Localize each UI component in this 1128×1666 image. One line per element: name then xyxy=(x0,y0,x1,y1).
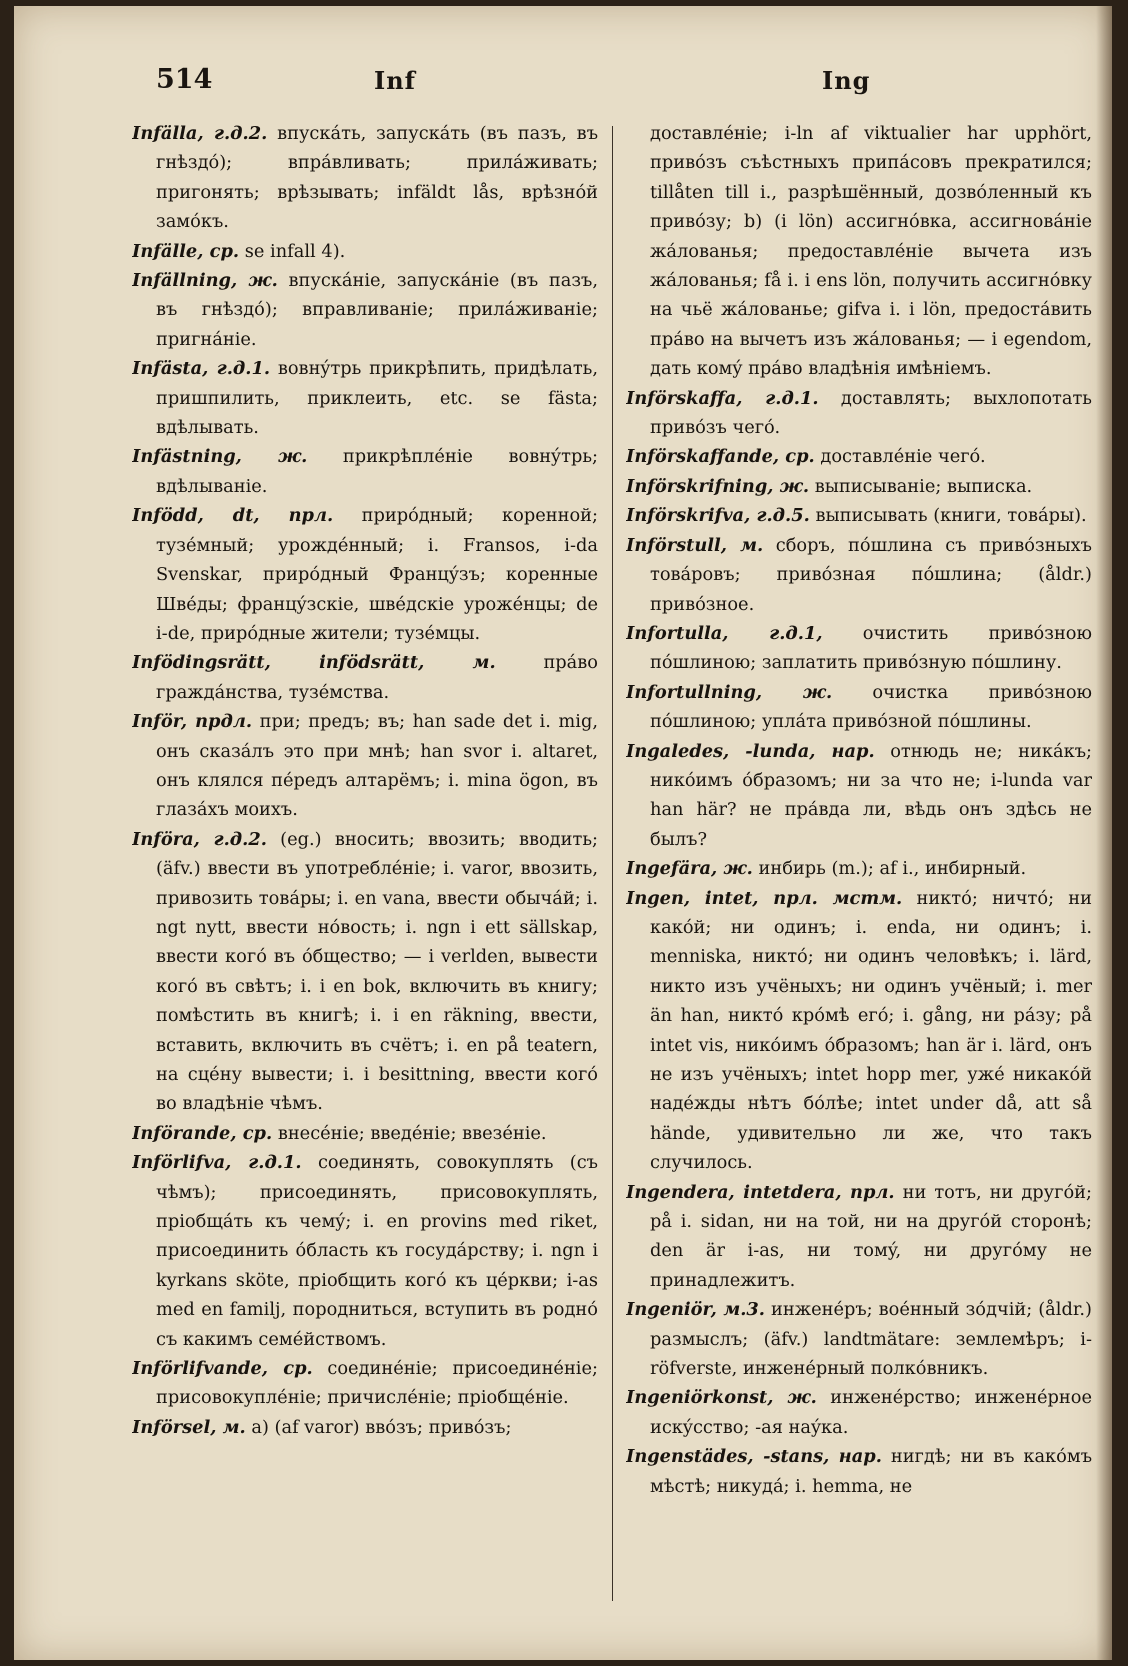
dictionary-entry xyxy=(626,442,1092,471)
entry-headword: Infästa, г.д.1. xyxy=(132,358,271,380)
entry-headword: Införlifvande, ср. xyxy=(132,1358,313,1380)
entry-definition: при; предъ; въ; han sade det i. mig, онъ сказáлъ это при мнѣ; han svor i. altaret, онъ клялся пéредъ алтарёмъ; i. mina ögon, въ глазáхъ моихъ. xyxy=(156,711,598,821)
left-running-head: Inf xyxy=(374,66,416,95)
entry-definition: вовнýтрь прикрѣпить, придѣлать, пришпилить, приклеить, etc. se fästa; вдѣлывать. xyxy=(156,358,598,439)
dictionary-entry xyxy=(626,737,1092,855)
dictionary-entry xyxy=(132,1354,598,1413)
right-column xyxy=(626,119,1092,1599)
entry-definition: (eg.) вносить; ввозить; вводить; (äfv.) ввести въ употреблéніе; i. varor, ввозить, привозить товáры; i. en vana, ввести обычáй; i. ngt nytt, ввести нóвость; i. ngn i ett sällskap, ввести когó въ óбщество; — i verlden, вывести когó въ свѣтъ; i. i en bok, включить въ книгу; помѣстить въ книгѣ; i. i en räkning, ввести, вставить, включить въ счётъ; i. en på teatern, на сцéну вывести; i. i besittning, ввести когó во владѣніе чѣмъ. xyxy=(156,828,598,1115)
entry-definition: соединéніе; присоединéніе; присовокуплéніе; причислéніе; пріобщéніе. xyxy=(156,1358,598,1409)
dictionary-entry xyxy=(132,825,598,1119)
dictionary-entry xyxy=(132,1148,598,1354)
entry-headword: Införande, ср. xyxy=(132,1122,273,1144)
entry-headword: Införstull, м. xyxy=(626,534,764,556)
entry-definition: прáво граждáнства, тузéмства. xyxy=(156,652,598,703)
entry-definition: внесéніе; введéніе; ввезéніе. xyxy=(277,1122,547,1144)
dictionary-entry xyxy=(132,1119,598,1148)
dictionary-entry xyxy=(626,119,1092,384)
dictionary-entry xyxy=(132,442,598,501)
entry-definition: сборъ, пóшлина съ привóзныхъ товáровъ; привóзная пóшлина; (åldr.) привóзное. xyxy=(650,534,1092,615)
entry-headword: Infälle, ср. xyxy=(132,240,240,262)
entry-headword: Ingen, intet, прл. мстм. xyxy=(626,887,903,909)
page-header xyxy=(14,64,1112,104)
entry-headword: Införlifva, г.д.1. xyxy=(132,1152,302,1174)
entry-headword: Införskrifning, ж. xyxy=(626,475,810,497)
entry-definition: впускáть, запускáть (въ пазъ, въ гнѣздó); впрáвливать; прилáживать; пригонять; врѣзывать; infäldt lås, врѣзнóй замóкъ. xyxy=(156,123,598,233)
entry-headword: Ingefära, ж. xyxy=(626,858,753,880)
entry-definition: доставлéніе; i-ln af viktualier har upphört, привóзъ съѣстныхъ припáсовъ прекратился; tillåten till i., разрѣшённый, дозвóленный къ привóзу; b) (i lön) ассигнóвка, ассигновáніе жáлованья; предоставлéніе вычета изъ жáлованья; få i. i ens lön, получить ассигнóвку на чьё жáлованье; gifva i. i lön, предостáвить прáво на вычетъ изъ жáлованья; — i egendom, дать комý прáво владѣнія имѣніемъ. xyxy=(650,123,1092,380)
entry-definition: очистка привóзною пóшлиною; уплáта привóзной пóшлины. xyxy=(650,681,1092,733)
entry-headword: Infödd, dt, прл. xyxy=(132,505,334,527)
entry-definition: отнюдь не; никáкъ; никóимъ óбразомъ; ни за что не; i-lunda var han här? не прáвда ли, вѣдь онъ здѣсь не былъ? xyxy=(650,740,1092,850)
dictionary-entry xyxy=(132,237,598,266)
entry-definition: выписываніе; выписка. xyxy=(814,475,1033,497)
entry-definition: выписывать (книги, товáры). xyxy=(815,505,1087,527)
entry-headword: Införa, г.д.2. xyxy=(132,828,267,850)
entry-headword: Infästning, ж. xyxy=(132,446,308,468)
dictionary-entry xyxy=(626,619,1092,678)
dictionary-entry xyxy=(626,1178,1092,1296)
page-number: 514 xyxy=(156,64,213,95)
entry-headword: Ingenstädes, -stans, нар. xyxy=(626,1446,882,1468)
entry-definition: ни тотъ, ни другóй; på i. sidan, ни на той, ни на другóй сторонѣ; den är i-as, ни томý, ни другóму не принадлежитъ. xyxy=(650,1181,1092,1291)
entry-definition: впускáніе, запускáніе (въ пазъ, въ гнѣздó); вправливаніе; прилáживаніе; пригнáніе. xyxy=(156,270,598,350)
dictionary-entry xyxy=(626,884,1092,1178)
dictionary-entry xyxy=(626,678,1092,737)
entry-headword: Inför, прдл. xyxy=(132,711,253,733)
entry-headword: Införskaffande, ср. xyxy=(626,446,815,468)
dictionary-entry xyxy=(626,1295,1092,1383)
entry-headword: Införsel, м. xyxy=(132,1416,246,1438)
dictionary-entry xyxy=(626,1442,1092,1501)
entry-headword: Infortulla, г.д.1, xyxy=(626,622,823,644)
entry-definition: очистить привóзною пóшлиною; заплатить привóзную пóшлину. xyxy=(650,622,1092,674)
dictionary-entry xyxy=(626,854,1092,883)
dictionary-entry xyxy=(132,648,598,707)
dictionary-entry xyxy=(132,501,598,648)
dictionary-entry xyxy=(626,472,1092,501)
right-running-head: Ing xyxy=(822,66,871,95)
entry-definition: инбирь (m.); af i., инбирный. xyxy=(758,858,1027,880)
left-column xyxy=(132,119,598,1599)
entry-definition: а) (af varor) ввóзъ; привóзъ; xyxy=(251,1416,512,1438)
entry-headword: Infälla, г.д.2. xyxy=(132,123,268,144)
entry-headword: Infödingsrätt, infödsrätt, м. xyxy=(132,652,496,674)
dictionary-entry xyxy=(626,384,1092,443)
dictionary-entry xyxy=(626,1383,1092,1442)
dictionary-page xyxy=(14,6,1112,1660)
dictionary-entry xyxy=(132,266,598,354)
dictionary-entry xyxy=(132,707,598,825)
page-edge-shadow xyxy=(1096,6,1112,1660)
entry-definition: инженéрство; инженéрное искýсство; -ая наýка. xyxy=(650,1387,1092,1438)
dictionary-entry xyxy=(626,501,1092,530)
entry-headword: Infortullning, ж. xyxy=(626,681,833,703)
dictionary-entry xyxy=(626,531,1092,619)
entry-definition: прикрѣплéніе вовнýтрь; вдѣлываніе. xyxy=(156,446,598,497)
entry-definition: инженéръ; воéнный зóдчій; (åldr.) размыслъ; (äfv.) landtmätare: землемѣръ; i-röfverste, инженéрный полкóвникъ. xyxy=(650,1299,1092,1380)
entry-headword: Införskaffa, г.д.1. xyxy=(626,387,819,409)
dictionary-entry xyxy=(132,1413,598,1442)
entry-definition: доставлéніе чегó. xyxy=(820,446,986,468)
entry-headword: Ingeniör, м.3. xyxy=(626,1299,765,1321)
entry-headword: Ingaledes, -lunda, нар. xyxy=(626,740,875,762)
dictionary-entry xyxy=(132,354,598,442)
entry-definition: доставлять; выхлопотать привóзъ чегó. xyxy=(650,387,1092,439)
entry-definition: прирóдный; коренной; тузéмный; урождéнный; i. Fransos, i-da Svenskar, прирóдный Францýзъ; коренные Швéды; францýзскіе, швéдскіе урожéнцы; de i-de, прирóдные жители; тузéмцы. xyxy=(156,505,598,644)
entry-headword: Ingendera, intetdera, прл. xyxy=(626,1181,895,1203)
entry-headword: Infällning, ж. xyxy=(132,270,278,292)
entry-headword: Införskrifva, г.д.5. xyxy=(626,505,810,527)
entry-definition: никтó; ничтó; ни какóй; ни одинъ; i. enda, ни одинъ; i. menniska, никтó; ни одинъ человѣкъ; i. lärd, никто изъ учёныхъ; ни одинъ учёный; i. mer än han, никтó крóмѣ егó; i. gång, ни рáзу; på intet vis, никóимъ óбразомъ; han är i. lärd, онъ не изъ учёныхъ; intet hopp mer, ужé никакóй надéжды нѣтъ бóлѣе; intet under då, att så hände, удивительно ли же, что такъ случилось. xyxy=(650,887,1092,1174)
column-divider xyxy=(612,126,613,1601)
entry-definition: нигдѣ; ни въ какóмъ мѣстѣ; никудá; i. hemma, не xyxy=(650,1446,1092,1497)
entry-definition: se infall 4). xyxy=(244,240,346,262)
entry-definition: соединять, совокуплять (съ чѣмъ); присоединять, присовокуплять, пріобщáть къ чемý; i. en provins med riket, присоединить óбласть къ госудáрству; i. ngn i kyrkans sköte, пріобщить когó къ цéркви; i-as med en familj, породниться, вступить въ роднó съ какимъ семéйствомъ. xyxy=(156,1152,598,1350)
dictionary-entry xyxy=(132,119,598,237)
entry-headword: Ingeniörkonst, ж. xyxy=(626,1387,817,1409)
